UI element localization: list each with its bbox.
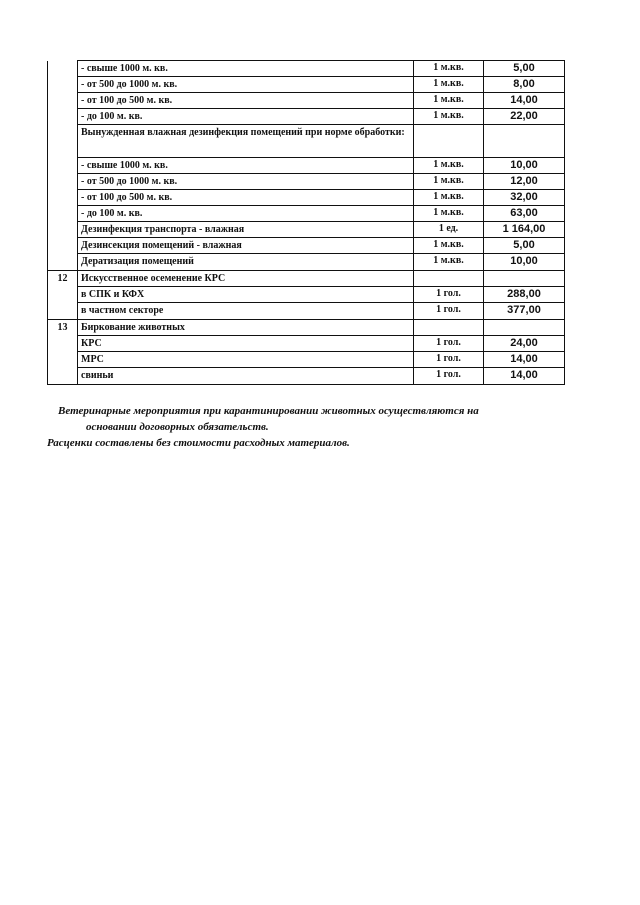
row-price: 288,00	[484, 287, 565, 303]
note-quarantine-line2: основании договорных обязательств.	[86, 421, 269, 433]
row-number	[48, 109, 78, 125]
row-number	[48, 158, 78, 174]
row-unit	[414, 270, 484, 287]
row-description: Дератизация помещений	[78, 254, 414, 271]
row-price: 22,00	[484, 109, 565, 125]
row-number	[48, 303, 78, 320]
row-number	[48, 77, 78, 93]
table-row	[48, 303, 565, 320]
row-price: 377,00	[484, 303, 565, 320]
row-unit: 1 ед.	[414, 222, 484, 238]
row-price: 5,00	[484, 238, 565, 254]
row-description: - от 100 до 500 м. кв.	[78, 190, 414, 206]
row-price: 10,00	[484, 158, 565, 174]
row-unit: 1 гол.	[414, 303, 484, 320]
table-row	[48, 158, 565, 174]
row-price: 14,00	[484, 352, 565, 368]
table-row	[48, 336, 565, 352]
row-description: Искусственное осеменение КРС	[78, 270, 414, 287]
row-description: - от 100 до 500 м. кв.	[78, 93, 414, 109]
row-unit	[414, 125, 484, 158]
row-unit: 1 гол.	[414, 287, 484, 303]
price-table	[47, 60, 565, 385]
row-unit: 1 м.кв.	[414, 190, 484, 206]
row-number	[48, 190, 78, 206]
row-price: 10,00	[484, 254, 565, 271]
table-row	[48, 109, 565, 125]
row-description: - от 500 до 1000 м. кв.	[78, 77, 414, 93]
row-description: в частном секторе	[78, 303, 414, 320]
row-number	[48, 206, 78, 222]
table-row	[48, 61, 565, 77]
row-description: КРС	[78, 336, 414, 352]
row-number	[48, 125, 78, 158]
row-description: - свыше 1000 м. кв.	[78, 158, 414, 174]
row-number	[48, 238, 78, 254]
row-description: свиньи	[78, 368, 414, 385]
row-description: Биркование животных	[78, 319, 414, 336]
row-unit	[414, 319, 484, 336]
row-description: Дезинфекция транспорта - влажная	[78, 222, 414, 238]
row-description: Вынужденная влажная дезинфекция помещений при норме обработки:	[78, 125, 414, 158]
table-row	[48, 93, 565, 109]
row-description: - до 100 м. кв.	[78, 109, 414, 125]
row-description: - от 500 до 1000 м. кв.	[78, 174, 414, 190]
row-price	[484, 125, 565, 158]
row-unit: 1 гол.	[414, 336, 484, 352]
row-unit: 1 м.кв.	[414, 109, 484, 125]
table-row	[48, 222, 565, 238]
row-price: 14,00	[484, 93, 565, 109]
row-unit: 1 гол.	[414, 368, 484, 385]
row-number	[48, 174, 78, 190]
row-number	[48, 336, 78, 352]
row-number	[48, 368, 78, 385]
row-description: - до 100 м. кв.	[78, 206, 414, 222]
table-row	[48, 319, 565, 336]
table-row	[48, 368, 565, 385]
row-number: 12	[48, 270, 78, 287]
row-number: 13	[48, 319, 78, 336]
row-price	[484, 270, 565, 287]
row-unit: 1 м.кв.	[414, 238, 484, 254]
row-price: 24,00	[484, 336, 565, 352]
row-number	[48, 61, 78, 77]
row-price: 8,00	[484, 77, 565, 93]
table-row	[48, 190, 565, 206]
table-row	[48, 270, 565, 287]
table-row	[48, 287, 565, 303]
row-unit: 1 м.кв.	[414, 206, 484, 222]
table-row	[48, 254, 565, 271]
row-description: в СПК и КФХ	[78, 287, 414, 303]
row-price: 12,00	[484, 174, 565, 190]
row-unit: 1 м.кв.	[414, 254, 484, 271]
table-row	[48, 77, 565, 93]
table-row	[48, 238, 565, 254]
row-price	[484, 319, 565, 336]
row-unit: 1 м.кв.	[414, 61, 484, 77]
row-number	[48, 93, 78, 109]
row-number	[48, 287, 78, 303]
row-number	[48, 222, 78, 238]
row-unit: 1 м.кв.	[414, 174, 484, 190]
row-price: 32,00	[484, 190, 565, 206]
note-materials: Расценки составлены без стоимости расходных материалов.	[47, 437, 350, 449]
table-row	[48, 352, 565, 368]
row-description: Дезинсекция помещений - влажная	[78, 238, 414, 254]
table-row	[48, 125, 565, 158]
row-price: 5,00	[484, 61, 565, 77]
row-number	[48, 352, 78, 368]
row-unit: 1 гол.	[414, 352, 484, 368]
row-price: 14,00	[484, 368, 565, 385]
row-number	[48, 254, 78, 271]
price-table-body	[48, 61, 565, 385]
table-row	[48, 174, 565, 190]
note-quarantine-line1: Ветеринарные мероприятия при карантинировании животных осуществляются на	[58, 405, 479, 417]
row-price: 1 164,00	[484, 222, 565, 238]
row-description: МРС	[78, 352, 414, 368]
table-row	[48, 206, 565, 222]
row-unit: 1 м.кв.	[414, 158, 484, 174]
row-unit: 1 м.кв.	[414, 77, 484, 93]
row-description: - свыше 1000 м. кв.	[78, 61, 414, 77]
row-unit: 1 м.кв.	[414, 93, 484, 109]
row-price: 63,00	[484, 206, 565, 222]
